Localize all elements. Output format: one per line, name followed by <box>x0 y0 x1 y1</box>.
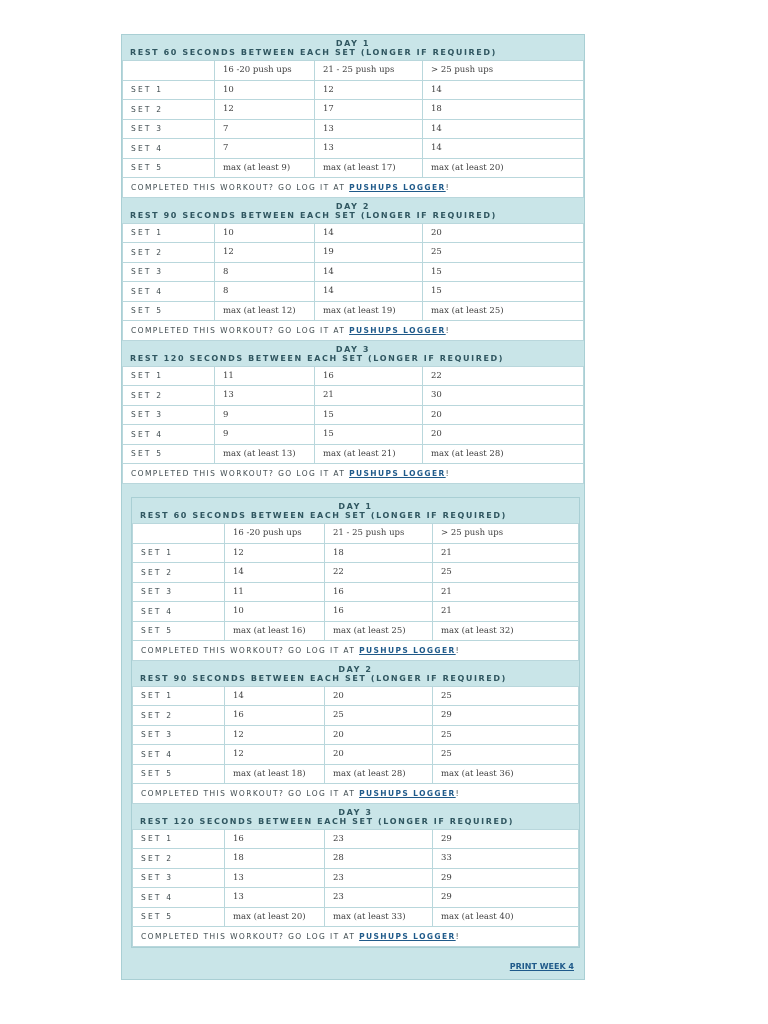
column-header: 16 -20 push ups <box>225 524 325 544</box>
rep-count: max (at least 28) <box>325 764 433 784</box>
set-row <box>123 301 584 321</box>
rep-count: 18 <box>423 100 584 120</box>
workout-table <box>122 223 584 341</box>
rep-count: 23 <box>325 829 433 849</box>
rep-count: 23 <box>325 888 433 908</box>
completed-prefix: COMPLETED THIS WORKOUT? GO LOG IT AT <box>141 788 360 798</box>
rep-count: 11 <box>215 366 315 386</box>
rep-count: 25 <box>325 706 433 726</box>
set-row <box>133 745 579 765</box>
set-label: SET 1 <box>133 686 225 706</box>
day-header <box>132 498 579 523</box>
completed-message <box>133 641 579 661</box>
pushups-logger-link[interactable]: PUSHUPS LOGGER <box>349 468 446 478</box>
rep-count: max (at least 13) <box>215 444 315 464</box>
rep-count: 14 <box>423 80 584 100</box>
rep-count: 13 <box>315 119 423 139</box>
pushups-logger-link[interactable]: PUSHUPS LOGGER <box>359 788 456 798</box>
rep-count: 12 <box>215 100 315 120</box>
set-label: SET 2 <box>133 563 225 583</box>
workout-table <box>122 60 584 198</box>
rep-count: 10 <box>215 223 315 243</box>
set-row <box>123 262 584 282</box>
rep-count: 17 <box>315 100 423 120</box>
rep-count: max (at least 19) <box>315 301 423 321</box>
set-label: SET 3 <box>123 119 215 139</box>
completed-prefix: COMPLETED THIS WORKOUT? GO LOG IT AT <box>131 325 350 335</box>
rep-count: 13 <box>215 386 315 406</box>
set-row <box>133 621 579 641</box>
set-label: SET 2 <box>123 243 215 263</box>
rep-count: 25 <box>423 243 584 263</box>
rep-count: 20 <box>423 223 584 243</box>
column-header: 16 -20 push ups <box>215 61 315 81</box>
rep-count: 8 <box>215 262 315 282</box>
set-label: SET 4 <box>133 602 225 622</box>
completed-message <box>123 464 584 484</box>
rep-count: 33 <box>433 849 579 869</box>
set-row <box>133 725 579 745</box>
set-row <box>133 764 579 784</box>
column-header: 21 - 25 push ups <box>325 524 433 544</box>
rest-instruction: REST 120 SECONDS BETWEEN EACH SET (LONGER IF REQUIRED) <box>140 816 515 826</box>
set-row <box>133 602 579 622</box>
rep-count: 20 <box>423 425 584 445</box>
set-label: SET 2 <box>123 386 215 406</box>
set-label: SET 5 <box>133 621 225 641</box>
header-row <box>133 524 579 544</box>
rep-count: max (at least 33) <box>325 907 433 927</box>
header-row <box>123 61 584 81</box>
rep-count: 18 <box>325 543 433 563</box>
set-row <box>133 543 579 563</box>
rep-count: 21 <box>433 543 579 563</box>
set-label: SET 4 <box>123 282 215 302</box>
rep-count: 10 <box>225 602 325 622</box>
set-row <box>133 829 579 849</box>
rep-count: 9 <box>215 425 315 445</box>
set-label: SET 3 <box>123 405 215 425</box>
set-label: SET 3 <box>133 868 225 888</box>
completed-message <box>123 321 584 341</box>
column-header: > 25 push ups <box>423 61 584 81</box>
completed-row <box>123 321 584 341</box>
rep-count: 21 <box>433 602 579 622</box>
rep-count: max (at least 25) <box>325 621 433 641</box>
rep-count: max (at least 32) <box>433 621 579 641</box>
rep-count: max (at least 20) <box>423 158 584 178</box>
set-label: SET 5 <box>123 301 215 321</box>
pushups-logger-link[interactable]: PUSHUPS LOGGER <box>349 325 446 335</box>
day-header <box>122 341 584 366</box>
rep-count: 7 <box>215 119 315 139</box>
rep-count: max (at least 36) <box>433 764 579 784</box>
rep-count: 22 <box>325 563 433 583</box>
completed-message <box>133 784 579 804</box>
rep-count: 14 <box>423 119 584 139</box>
rep-count: 13 <box>225 868 325 888</box>
set-label: SET 2 <box>133 706 225 726</box>
set-row <box>133 849 579 869</box>
completed-message <box>123 178 584 198</box>
set-row <box>133 907 579 927</box>
rep-count: 29 <box>433 888 579 908</box>
rep-count: 16 <box>225 829 325 849</box>
set-label: SET 5 <box>123 444 215 464</box>
rep-count: max (at least 12) <box>215 301 315 321</box>
day-title: DAY 1 <box>338 502 373 511</box>
rep-count: 25 <box>433 745 579 765</box>
set-row <box>123 444 584 464</box>
rep-count: 20 <box>325 725 433 745</box>
rep-count: 29 <box>433 706 579 726</box>
rep-count: 15 <box>315 425 423 445</box>
day-header <box>122 198 584 223</box>
empty-header-cell <box>133 524 225 544</box>
rep-count: 21 <box>315 386 423 406</box>
rep-count: 14 <box>225 563 325 583</box>
rep-count: 12 <box>215 243 315 263</box>
set-label: SET 4 <box>133 888 225 908</box>
set-label: SET 2 <box>133 849 225 869</box>
rep-count: 20 <box>325 745 433 765</box>
completed-row <box>133 784 579 804</box>
set-label: SET 4 <box>123 425 215 445</box>
rep-count: max (at least 21) <box>315 444 423 464</box>
rep-count: 23 <box>325 868 433 888</box>
rep-count: 21 <box>433 582 579 602</box>
rep-count: 18 <box>225 849 325 869</box>
completed-suffix: ! <box>445 182 451 192</box>
rep-count: 30 <box>423 386 584 406</box>
workout-table <box>132 523 579 661</box>
rep-count: 14 <box>225 686 325 706</box>
set-row <box>123 243 584 263</box>
rep-count: 16 <box>225 706 325 726</box>
set-row <box>123 139 584 159</box>
rep-count: max (at least 40) <box>433 907 579 927</box>
set-label: SET 4 <box>123 139 215 159</box>
day-header <box>132 804 579 829</box>
rest-instruction: REST 60 SECONDS BETWEEN EACH SET (LONGER IF REQUIRED) <box>130 48 497 57</box>
rep-count: 13 <box>315 139 423 159</box>
day-title: DAY 2 <box>335 201 371 211</box>
completed-suffix: ! <box>455 788 461 798</box>
set-label: SET 1 <box>123 223 215 243</box>
set-row <box>133 582 579 602</box>
completed-row <box>123 464 584 484</box>
day-title: DAY 2 <box>338 664 373 674</box>
rep-count: 12 <box>315 80 423 100</box>
completed-prefix: COMPLETED THIS WORKOUT? GO LOG IT AT <box>141 931 360 941</box>
rep-count: 14 <box>315 262 423 282</box>
rep-count: 16 <box>325 582 433 602</box>
rep-count: max (at least 17) <box>315 158 423 178</box>
pushups-logger-link[interactable]: PUSHUPS LOGGER <box>359 645 456 655</box>
completed-suffix: ! <box>455 931 461 941</box>
set-label: SET 5 <box>123 158 215 178</box>
print-week-link[interactable]: PRINT WEEK 4 <box>509 962 574 971</box>
set-row <box>133 563 579 583</box>
rest-instruction: REST 120 SECONDS BETWEEN EACH SET (LONGER IF REQUIRED) <box>130 353 505 363</box>
rep-count: 8 <box>215 282 315 302</box>
set-label: SET 5 <box>133 907 225 927</box>
set-label: SET 1 <box>123 366 215 386</box>
rep-count: 25 <box>433 563 579 583</box>
day-header <box>132 661 579 686</box>
rep-count: 13 <box>225 888 325 908</box>
rep-count: 20 <box>325 686 433 706</box>
rep-count: 14 <box>423 139 584 159</box>
rep-count: max (at least 25) <box>423 301 584 321</box>
rep-count: max (at least 18) <box>225 764 325 784</box>
completed-row <box>133 927 579 947</box>
set-row <box>133 686 579 706</box>
rep-count: 19 <box>315 243 423 263</box>
set-row <box>133 868 579 888</box>
workout-container <box>121 34 585 980</box>
column-header: 21 - 25 push ups <box>315 61 423 81</box>
rep-count: 16 <box>325 602 433 622</box>
completed-suffix: ! <box>445 468 451 478</box>
set-label: SET 2 <box>123 100 215 120</box>
rep-count: 15 <box>315 405 423 425</box>
workout-table <box>132 686 579 804</box>
completed-prefix: COMPLETED THIS WORKOUT? GO LOG IT AT <box>131 182 350 192</box>
completed-suffix: ! <box>455 645 461 655</box>
set-row <box>133 706 579 726</box>
rep-count: 11 <box>225 582 325 602</box>
set-row <box>123 366 584 386</box>
workout-table <box>132 829 579 947</box>
set-row <box>123 282 584 302</box>
set-row <box>133 888 579 908</box>
rep-count: 12 <box>225 543 325 563</box>
set-label: SET 1 <box>133 829 225 849</box>
rep-count: 28 <box>325 849 433 869</box>
set-row <box>123 405 584 425</box>
rest-instruction: REST 90 SECONDS BETWEEN EACH SET (LONGER IF REQUIRED) <box>140 673 507 683</box>
set-label: SET 1 <box>123 80 215 100</box>
completed-prefix: COMPLETED THIS WORKOUT? GO LOG IT AT <box>131 468 350 478</box>
set-row <box>123 119 584 139</box>
rep-count: 16 <box>315 366 423 386</box>
completed-prefix: COMPLETED THIS WORKOUT? GO LOG IT AT <box>141 645 360 655</box>
rep-count: 12 <box>225 725 325 745</box>
set-label: SET 3 <box>133 582 225 602</box>
day-title: DAY 3 <box>338 807 373 817</box>
rep-count: 29 <box>433 829 579 849</box>
set-label: SET 1 <box>133 543 225 563</box>
set-row <box>123 425 584 445</box>
empty-header-cell <box>123 61 215 81</box>
rep-count: 15 <box>423 282 584 302</box>
column-header: > 25 push ups <box>433 524 579 544</box>
set-row <box>123 100 584 120</box>
rep-count: 25 <box>433 725 579 745</box>
set-label: SET 4 <box>133 745 225 765</box>
rep-count: 14 <box>315 282 423 302</box>
completed-row <box>123 178 584 198</box>
rep-count: 14 <box>315 223 423 243</box>
rep-count: 22 <box>423 366 584 386</box>
completed-row <box>133 641 579 661</box>
rep-count: max (at least 20) <box>225 907 325 927</box>
week-sheet-1 <box>122 35 584 484</box>
rest-instruction: REST 60 SECONDS BETWEEN EACH SET (LONGER IF REQUIRED) <box>140 511 507 520</box>
rep-count: 29 <box>433 868 579 888</box>
rep-count: 15 <box>423 262 584 282</box>
rep-count: 10 <box>215 80 315 100</box>
week-sheet-2 <box>131 497 580 948</box>
set-label: SET 3 <box>133 725 225 745</box>
rest-instruction: REST 90 SECONDS BETWEEN EACH SET (LONGER IF REQUIRED) <box>130 210 497 220</box>
pushups-logger-link[interactable]: PUSHUPS LOGGER <box>359 931 456 941</box>
rep-count: 9 <box>215 405 315 425</box>
rep-count: 7 <box>215 139 315 159</box>
pushups-logger-link[interactable]: PUSHUPS LOGGER <box>349 182 446 192</box>
completed-suffix: ! <box>445 325 451 335</box>
set-row <box>123 386 584 406</box>
rep-count: max (at least 28) <box>423 444 584 464</box>
rep-count: max (at least 16) <box>225 621 325 641</box>
set-label: SET 3 <box>123 262 215 282</box>
set-row <box>123 223 584 243</box>
set-label: SET 5 <box>133 764 225 784</box>
rep-count: max (at least 9) <box>215 158 315 178</box>
completed-message <box>133 927 579 947</box>
day-title: DAY 3 <box>335 344 371 354</box>
set-row <box>123 158 584 178</box>
workout-table <box>122 366 584 484</box>
rep-count: 12 <box>225 745 325 765</box>
day-header <box>122 35 584 60</box>
rep-count: 20 <box>423 405 584 425</box>
set-row <box>123 80 584 100</box>
day-title: DAY 1 <box>335 39 371 48</box>
rep-count: 25 <box>433 686 579 706</box>
